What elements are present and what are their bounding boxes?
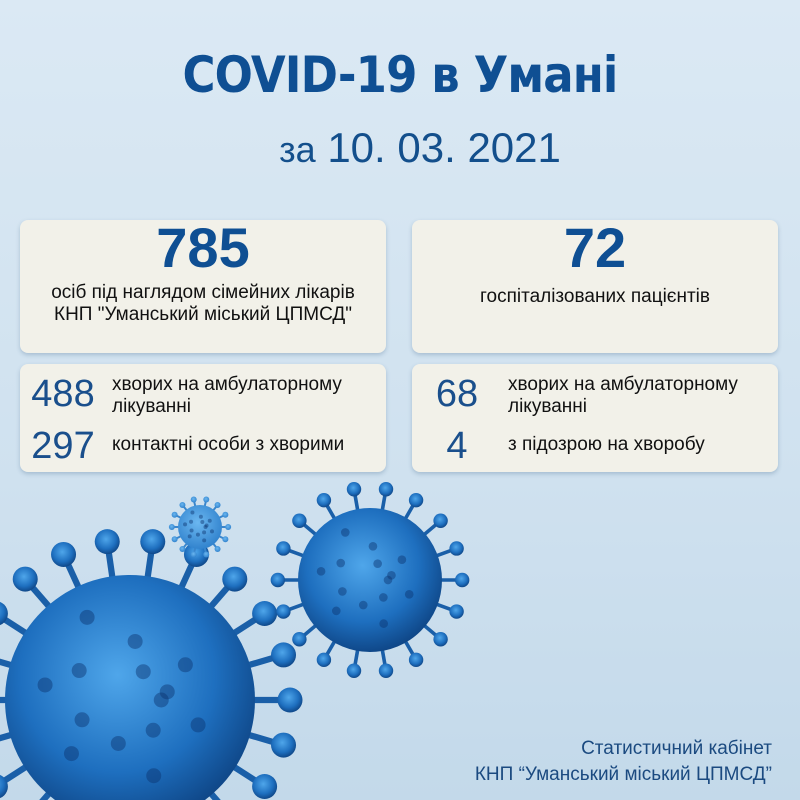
footer-credit (475, 736, 772, 788)
report-date (0, 124, 800, 172)
supervised-description: осіб під наглядом сімейних лікарів КНП "Уманський міський ЦПМСД" (51, 282, 355, 325)
date-value: 10. 03. 2021 (327, 124, 561, 171)
suspected-label: з підозрою на хворобу (508, 434, 705, 455)
hospitalized-description: госпіталізованих пацієнтів (479, 286, 710, 307)
small-virus-icon (169, 497, 231, 558)
hospitalized-breakdown-card (412, 364, 778, 472)
contacts-label: контактні особи з хворими (112, 434, 345, 455)
supervised-patients-card (20, 216, 386, 353)
outpatient-count: 488 (31, 373, 95, 415)
large-virus-icon (0, 529, 303, 800)
supervised-breakdown-card (20, 364, 386, 472)
supervised-count: 785 (156, 216, 250, 279)
contacts-count: 297 (31, 425, 95, 467)
hospital-outpatient-count: 68 (435, 373, 479, 415)
page-title: COVID-19 в Умані (182, 46, 618, 104)
medium-virus-icon (271, 482, 470, 678)
date-prefix: за (279, 129, 316, 170)
footer-line-2: КНП “Уманський міський ЦПМСД” (474, 764, 772, 785)
hospitalized-count: 72 (563, 216, 627, 279)
hospitalized-patients-card (412, 216, 778, 353)
hospital-outpatient-label: хворих на амбулаторному лікуванні (508, 374, 738, 417)
footer-line-1: Статистичний кабінет (581, 738, 772, 759)
outpatient-label: хворих на амбулаторному лікуванні (112, 374, 342, 417)
suspected-count: 4 (446, 425, 468, 467)
